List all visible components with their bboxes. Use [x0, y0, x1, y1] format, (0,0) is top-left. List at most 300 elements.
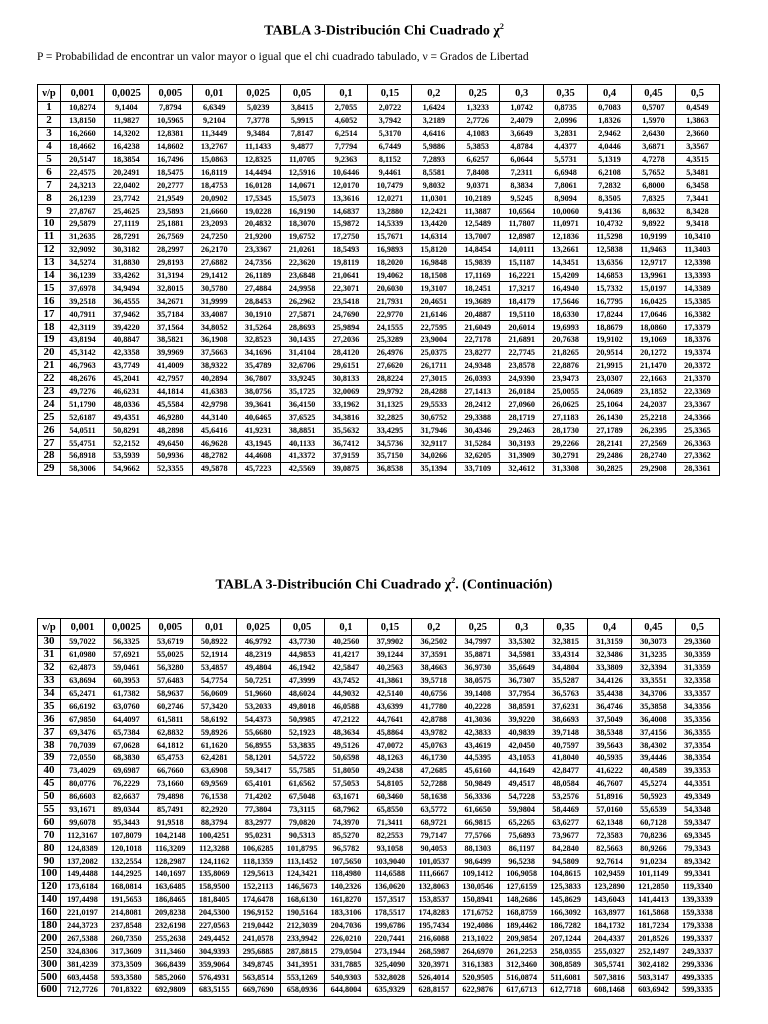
- table2-value-cell: 38,6693: [544, 713, 588, 726]
- table1-value-cell: 27,0960: [500, 398, 544, 411]
- table2-value-cell: 195,7434: [412, 919, 456, 932]
- table2-value-cell: 540,9303: [324, 971, 368, 984]
- table1-value-cell: 11,0705: [280, 153, 324, 166]
- table1-value-cell: 0,4549: [675, 102, 719, 115]
- table2-value-cell: 93,1671: [61, 803, 105, 816]
- table1-value-cell: 4,7278: [631, 153, 675, 166]
- table1-value-cell: 19,3689: [456, 295, 500, 308]
- table2-value-cell: 305,5741: [588, 958, 632, 971]
- table1-row: [38, 411, 720, 424]
- table1-header-cell: 0,5: [675, 85, 719, 102]
- table1-value-cell: 26,0625: [544, 398, 588, 411]
- table2-value-cell: 168,8759: [500, 906, 544, 919]
- table2-value-cell: 54,8105: [368, 777, 412, 790]
- table1-row: [38, 243, 720, 256]
- table2-value-cell: 57,0160: [588, 803, 632, 816]
- table2-value-cell: 52,1923: [280, 726, 324, 739]
- table1-value-cell: 26,0393: [456, 372, 500, 385]
- table1-value-cell: 55,4751: [61, 437, 105, 450]
- table1-value-cell: 6,6349: [192, 102, 236, 115]
- table2-df-cell: 55: [38, 803, 61, 816]
- table1-value-cell: 42,3119: [61, 321, 105, 334]
- table2-value-cell: 60,7128: [631, 816, 675, 829]
- table1-value-cell: 5,9915: [280, 114, 324, 127]
- table1-value-cell: 15,7332: [588, 282, 632, 295]
- table2-value-cell: 109,1412: [456, 868, 500, 881]
- table1-row: [38, 385, 720, 398]
- table1-value-cell: 12,0170: [324, 179, 368, 192]
- table2-body: [38, 636, 720, 997]
- table2-value-cell: 102,9459: [588, 868, 632, 881]
- table1-value-cell: 50,9936: [148, 450, 192, 463]
- table1-value-cell: 12,5489: [456, 218, 500, 231]
- table2-value-cell: 45,8864: [368, 726, 412, 739]
- table2-row: [38, 971, 720, 984]
- table1-value-cell: 16,8119: [192, 166, 236, 179]
- table1-value-cell: 3,2189: [412, 114, 456, 127]
- table1-value-cell: 37,6978: [61, 282, 105, 295]
- table2-header-cell: 0,005: [148, 619, 192, 636]
- table2-value-cell: 171,6752: [456, 906, 500, 919]
- table2-value-cell: 608,1468: [588, 984, 632, 997]
- table2-value-cell: 37,5049: [588, 713, 632, 726]
- table1-value-cell: 39,2518: [61, 295, 105, 308]
- table1-value-cell: 9,8032: [412, 179, 456, 192]
- table1-value-cell: 56,8918: [61, 450, 105, 463]
- table1-value-cell: 18,5493: [324, 243, 368, 256]
- table1-value-cell: 37,9159: [324, 450, 368, 463]
- table2-value-cell: 40,2563: [368, 661, 412, 674]
- table1-value-cell: 11,7807: [500, 218, 544, 231]
- table1-value-cell: 23,9004: [412, 334, 456, 347]
- table1-value-cell: 2,0996: [544, 114, 588, 127]
- table1-value-cell: 28,8453: [236, 295, 280, 308]
- table2-value-cell: 43,7452: [324, 674, 368, 687]
- table2-value-cell: 46,7607: [588, 777, 632, 790]
- table2-value-cell: 140,2326: [324, 880, 368, 893]
- table1-value-cell: 35,7184: [148, 308, 192, 321]
- table2-value-cell: 31,3235: [631, 648, 675, 661]
- table2-value-cell: 209,9854: [500, 932, 544, 945]
- table2-value-cell: 61,6562: [280, 777, 324, 790]
- table1-row: [38, 102, 720, 115]
- table1-value-cell: 10,0060: [544, 205, 588, 218]
- table1-value-cell: 12,8325: [236, 153, 280, 166]
- table1-value-cell: 9,4136: [588, 205, 632, 218]
- table2-value-cell: 52,1914: [192, 648, 236, 661]
- table2-value-cell: 255,0327: [588, 945, 632, 958]
- table1-value-cell: 16,4940: [544, 282, 588, 295]
- table1-value-cell: 4,0446: [588, 140, 632, 153]
- table1-value-cell: 28,7291: [104, 230, 148, 243]
- table1-value-cell: 29,8193: [148, 256, 192, 269]
- table1-value-cell: 14,6314: [412, 230, 456, 243]
- table1-value-cell: 6,6257: [456, 153, 500, 166]
- table1-value-cell: 8,9094: [544, 192, 588, 205]
- table1-value-cell: 20,6014: [500, 321, 544, 334]
- table1-df-cell: 23: [38, 385, 61, 398]
- table2-value-cell: 63,6277: [544, 816, 588, 829]
- table2-value-cell: 58,1201: [236, 752, 280, 765]
- table2-value-cell: 73,3115: [280, 803, 324, 816]
- table1-value-cell: 19,1069: [631, 334, 675, 347]
- table1-value-cell: 1,8326: [588, 114, 632, 127]
- table2-value-cell: 76,2229: [104, 777, 148, 790]
- table2-value-cell: 148,2686: [500, 893, 544, 906]
- table1-value-cell: 24,9348: [456, 359, 500, 372]
- table2-value-cell: 114,6588: [368, 868, 412, 881]
- table1-value-cell: 25,1064: [588, 398, 632, 411]
- table2-value-cell: 68,7962: [324, 803, 368, 816]
- table1-value-cell: 45,5584: [148, 398, 192, 411]
- table2-value-cell: 373,3509: [104, 958, 148, 971]
- table1-value-cell: 35,5632: [324, 424, 368, 437]
- table1-value-cell: 42,7957: [148, 372, 192, 385]
- table2-value-cell: 128,2987: [148, 855, 192, 868]
- table1-value-cell: 23,5418: [324, 295, 368, 308]
- table1-value-cell: 29,6151: [324, 359, 368, 372]
- table2-value-cell: 34,4126: [588, 674, 632, 687]
- table2-value-cell: 331,7885: [324, 958, 368, 971]
- table1-value-cell: 34,5274: [61, 256, 105, 269]
- table1-value-cell: 41,6383: [192, 385, 236, 398]
- table2-value-cell: 244,3723: [61, 919, 105, 932]
- table2-value-cell: 95,0231: [236, 829, 280, 842]
- table1-value-cell: 20,4832: [236, 218, 280, 231]
- table1-value-cell: 7,3778: [236, 114, 280, 127]
- table1-value-cell: 15,1187: [500, 256, 544, 269]
- table1-value-cell: 25,4625: [104, 205, 148, 218]
- table1-value-cell: 15,7671: [368, 230, 412, 243]
- table1-value-cell: 19,6993: [544, 321, 588, 334]
- table1-row: [38, 308, 720, 321]
- table2-value-cell: 308,8589: [544, 958, 588, 971]
- table2-value-cell: 261,2253: [500, 945, 544, 958]
- table1-df-cell: 22: [38, 372, 61, 385]
- table1-value-cell: 52,6187: [61, 411, 105, 424]
- table2-value-cell: 44,9853: [280, 648, 324, 661]
- table1-value-cell: 18,2020: [368, 256, 412, 269]
- table1-df-cell: 29: [38, 462, 61, 475]
- table1-value-cell: 41,9231: [236, 424, 280, 437]
- table2-value-cell: 204,5300: [192, 906, 236, 919]
- table1-df-cell: 8: [38, 192, 61, 205]
- table2-value-cell: 63,0760: [104, 700, 148, 713]
- table1-value-cell: 20,9514: [588, 346, 632, 359]
- table1-df-cell: 25: [38, 411, 61, 424]
- table2-value-cell: 66,7660: [148, 764, 192, 777]
- table1-df-cell: 1: [38, 102, 61, 115]
- table1-title-text: TABLA 3-Distribución Chi Cuadrado χ: [264, 23, 500, 39]
- table2-value-cell: 39,5718: [412, 674, 456, 687]
- table1-value-cell: 32,0069: [324, 385, 368, 398]
- table1-value-cell: 29,2266: [544, 437, 588, 450]
- table1-value-cell: 15,5073: [280, 192, 324, 205]
- table1-value-cell: 29,1412: [192, 269, 236, 282]
- table1-value-cell: 4,8784: [500, 140, 544, 153]
- table2-value-cell: 186,7282: [544, 919, 588, 932]
- table2-df-cell: 40: [38, 764, 61, 777]
- table1-value-cell: 31,5264: [236, 321, 280, 334]
- table2-value-cell: 49,4517: [500, 777, 544, 790]
- table1-value-cell: 37,6525: [280, 411, 324, 424]
- table1-value-cell: 21,7931: [368, 295, 412, 308]
- table2-row: [38, 945, 720, 958]
- table2-value-cell: 249,4452: [192, 932, 236, 945]
- table2-value-cell: 107,5650: [324, 855, 368, 868]
- table1-value-cell: 28,8224: [368, 372, 412, 385]
- table1-value-cell: 2,0722: [368, 102, 412, 115]
- table2-header-cell: 0,025: [236, 619, 280, 636]
- table2-value-cell: 51,8916: [588, 790, 632, 803]
- table1-value-cell: 10,2189: [456, 192, 500, 205]
- table1-value-cell: 31,2635: [61, 230, 105, 243]
- table2-value-cell: 80,0776: [61, 777, 105, 790]
- table1-value-cell: 10,5965: [148, 114, 192, 127]
- table2-title: [0, 576, 768, 594]
- table2-row: [38, 752, 720, 765]
- table2-value-cell: 166,3092: [544, 906, 588, 919]
- table2-value-cell: 135,8069: [192, 868, 236, 881]
- table2-value-cell: 106,9058: [500, 868, 544, 881]
- table1-value-cell: 20,5147: [61, 153, 105, 166]
- table1-value-cell: 28,1730: [544, 424, 588, 437]
- table1-value-cell: 15,9872: [324, 218, 368, 231]
- table2-value-cell: 101,0537: [412, 855, 456, 868]
- table1-value-cell: 31,1325: [368, 398, 412, 411]
- table1-value-cell: 15,4209: [544, 269, 588, 282]
- chi-square-table-1: [37, 84, 720, 476]
- table1-value-cell: 46,9280: [148, 411, 192, 424]
- table1-value-cell: 13,8150: [61, 114, 105, 127]
- table1-value-cell: 15,9839: [456, 256, 500, 269]
- table1-value-cell: 28,2412: [456, 398, 500, 411]
- table2-value-cell: 39,1408: [456, 687, 500, 700]
- table1-value-cell: 5,1319: [588, 153, 632, 166]
- table1-df-cell: 7: [38, 179, 61, 192]
- table1-value-cell: 9,1404: [104, 102, 148, 115]
- table1-value-cell: 3,3567: [675, 140, 719, 153]
- table2-value-cell: 39,4446: [631, 752, 675, 765]
- table2-value-cell: 141,4413: [631, 893, 675, 906]
- table2-value-cell: 47,0072: [368, 739, 412, 752]
- table2-value-cell: 260,7350: [104, 932, 148, 945]
- table1-value-cell: 26,2170: [192, 243, 236, 256]
- table1-value-cell: 25,3289: [368, 334, 412, 347]
- table2-value-cell: 37,9902: [368, 636, 412, 649]
- table1-value-cell: 14,3451: [544, 256, 588, 269]
- table2-value-cell: 304,9393: [192, 945, 236, 958]
- table2-value-cell: 302,4182: [631, 958, 675, 971]
- table1-value-cell: 32,9117: [412, 437, 456, 450]
- table1-value-cell: 34,5736: [368, 437, 412, 450]
- table1-value-cell: 18,3854: [104, 153, 148, 166]
- table1-value-cell: 33,9245: [280, 372, 324, 385]
- table2-value-cell: 33,5302: [500, 636, 544, 649]
- table1-value-cell: 43,1945: [236, 437, 280, 450]
- table2-row: [38, 880, 720, 893]
- table2-value-cell: 67,5048: [280, 790, 324, 803]
- table1-value-cell: 35,1725: [280, 385, 324, 398]
- table1-value-cell: 51,1790: [61, 398, 105, 411]
- table2-value-cell: 199,6786: [368, 919, 412, 932]
- table1-row: [38, 424, 720, 437]
- table2-value-cell: 36,5763: [544, 687, 588, 700]
- table2-df-cell: 250: [38, 945, 61, 958]
- table1-header-cell: 0,001: [61, 85, 105, 102]
- table1-value-cell: 16,0425: [631, 295, 675, 308]
- table1-value-cell: 24,9390: [500, 372, 544, 385]
- table2-value-cell: 212,3039: [280, 919, 324, 932]
- table1-value-cell: 11,0971: [544, 218, 588, 231]
- table1-value-cell: 17,3379: [675, 321, 719, 334]
- table1-value-cell: 28,3361: [675, 462, 719, 475]
- table1-value-cell: 27,1789: [588, 424, 632, 437]
- table2-value-cell: 56,0609: [192, 687, 236, 700]
- table1-value-cell: 23,0307: [588, 372, 632, 385]
- table1-value-cell: 37,5663: [192, 346, 236, 359]
- table2-value-cell: 53,6719: [148, 636, 192, 649]
- table2-value-cell: 74,3970: [324, 816, 368, 829]
- table2-value-cell: 67,9850: [61, 713, 105, 726]
- table1-value-cell: 6,7449: [368, 140, 412, 153]
- table2-value-cell: 532,8028: [368, 971, 412, 984]
- table1-value-cell: 34,2671: [148, 295, 192, 308]
- table1-value-cell: 20,1272: [631, 346, 675, 359]
- table2-value-cell: 103,9040: [368, 855, 412, 868]
- table2-value-cell: 204,4337: [588, 932, 632, 945]
- table1-value-cell: 5,0239: [236, 102, 280, 115]
- table2-value-cell: 84,2840: [544, 842, 588, 855]
- table2-value-cell: 40,4589: [631, 764, 675, 777]
- table2-value-cell: 55,6539: [631, 803, 675, 816]
- table2-value-cell: 90,4053: [412, 842, 456, 855]
- table2-row: [38, 726, 720, 739]
- table1-value-cell: 37,1564: [148, 321, 192, 334]
- table1-value-cell: 29,3388: [456, 411, 500, 424]
- table2-value-cell: 43,1053: [500, 752, 544, 765]
- table2-df-cell: 180: [38, 919, 61, 932]
- table1-value-cell: 26,1239: [61, 192, 105, 205]
- table1-value-cell: 29,5879: [61, 218, 105, 231]
- table2-value-cell: 46,0588: [324, 700, 368, 713]
- table2-value-cell: 36,3355: [675, 726, 719, 739]
- table1-value-cell: 5,3481: [675, 166, 719, 179]
- table2-value-cell: 124,8389: [61, 842, 105, 855]
- table2-value-cell: 40,2228: [456, 700, 500, 713]
- table1-value-cell: 18,0860: [631, 321, 675, 334]
- table2-value-cell: 79,4898: [148, 790, 192, 803]
- table1-body: [38, 102, 720, 476]
- table2-value-cell: 85,5270: [324, 829, 368, 842]
- table1-value-cell: 34,8052: [192, 321, 236, 334]
- table2-value-cell: 34,5981: [500, 648, 544, 661]
- table2-value-cell: 40,6756: [412, 687, 456, 700]
- table1-row: [38, 140, 720, 153]
- table1-value-cell: 5,3853: [456, 140, 500, 153]
- table1-value-cell: 27,3015: [412, 372, 456, 385]
- table1-row: [38, 179, 720, 192]
- table1-value-cell: 35,7150: [368, 450, 412, 463]
- table1-value-cell: 33,7109: [456, 462, 500, 475]
- table1-value-cell: 26,1430: [588, 411, 632, 424]
- table2-value-cell: 207,1244: [544, 932, 588, 945]
- table2-value-cell: 99,3341: [675, 868, 719, 881]
- table1-value-cell: 19,5110: [500, 308, 544, 321]
- table1-value-cell: 10,4732: [588, 218, 632, 231]
- table1-header-cell: 0,35: [544, 85, 588, 102]
- table2-value-cell: 42,8477: [544, 764, 588, 777]
- table1-value-cell: 30,8133: [324, 372, 368, 385]
- table1-value-cell: 38,9322: [192, 359, 236, 372]
- table1-value-cell: 14,4494: [236, 166, 280, 179]
- table2-value-cell: 72,0550: [61, 752, 105, 765]
- table1-value-cell: 26,2395: [631, 424, 675, 437]
- table2-value-cell: 35,4438: [588, 687, 632, 700]
- table1-header-cell: 0,025: [236, 85, 280, 102]
- table2-value-cell: 299,3336: [675, 958, 719, 971]
- table2-value-cell: 69,6987: [104, 764, 148, 777]
- table2-value-cell: 34,3356: [675, 700, 719, 713]
- table2-value-cell: 41,8040: [544, 752, 588, 765]
- table1-value-cell: 30,2791: [544, 450, 588, 463]
- table1-value-cell: 49,5878: [192, 462, 236, 475]
- table2-value-cell: 258,0355: [544, 945, 588, 958]
- table1-value-cell: 32,9092: [61, 243, 105, 256]
- table1-value-cell: 28,2997: [148, 243, 192, 256]
- table2-value-cell: 57,6921: [104, 648, 148, 661]
- table1-value-cell: 20,7638: [544, 334, 588, 347]
- table1-value-cell: 15,3385: [675, 295, 719, 308]
- table2-value-cell: 143,6043: [588, 893, 632, 906]
- table2-value-cell: 144,2925: [104, 868, 148, 881]
- table1-value-cell: 45,7223: [236, 462, 280, 475]
- table2-value-cell: 39,1244: [368, 648, 412, 661]
- table1-value-cell: 28,2141: [588, 437, 632, 450]
- table1-value-cell: 8,3834: [500, 179, 544, 192]
- table1-value-cell: 31,8830: [104, 256, 148, 269]
- table1-value-cell: 24,0689: [588, 385, 632, 398]
- table1-value-cell: 9,2104: [192, 114, 236, 127]
- table2-value-cell: 683,5155: [192, 984, 236, 997]
- table2-value-cell: 42,8788: [412, 713, 456, 726]
- table2-row: [38, 893, 720, 906]
- table1-value-cell: 14,3389: [675, 282, 719, 295]
- table1-value-cell: 32,2825: [368, 411, 412, 424]
- table2-value-cell: 73,9677: [544, 829, 588, 842]
- table1-value-cell: 12,0271: [368, 192, 412, 205]
- table2-row: [38, 906, 720, 919]
- table2-value-cell: 35,3356: [675, 713, 719, 726]
- table1-value-cell: 49,7276: [61, 385, 105, 398]
- table1-value-cell: 11,3887: [456, 205, 500, 218]
- table1-value-cell: 3,6871: [631, 140, 675, 153]
- table1-row: [38, 256, 720, 269]
- table1-value-cell: 12,1836: [544, 230, 588, 243]
- table2-df-cell: 120: [38, 880, 61, 893]
- table1-df-cell: 14: [38, 269, 61, 282]
- table2-value-cell: 86,6603: [61, 790, 105, 803]
- table1-value-cell: 11,3403: [675, 243, 719, 256]
- table1-value-cell: 16,2660: [61, 127, 105, 140]
- table2-df-cell: 30: [38, 636, 61, 649]
- table1-row: [38, 230, 720, 243]
- table1-value-cell: 40,8847: [104, 334, 148, 347]
- table1-df-cell: 5: [38, 153, 61, 166]
- table1-value-cell: 41,4009: [148, 359, 192, 372]
- table2-value-cell: 58,9637: [148, 687, 192, 700]
- table2-value-cell: 68,3830: [104, 752, 148, 765]
